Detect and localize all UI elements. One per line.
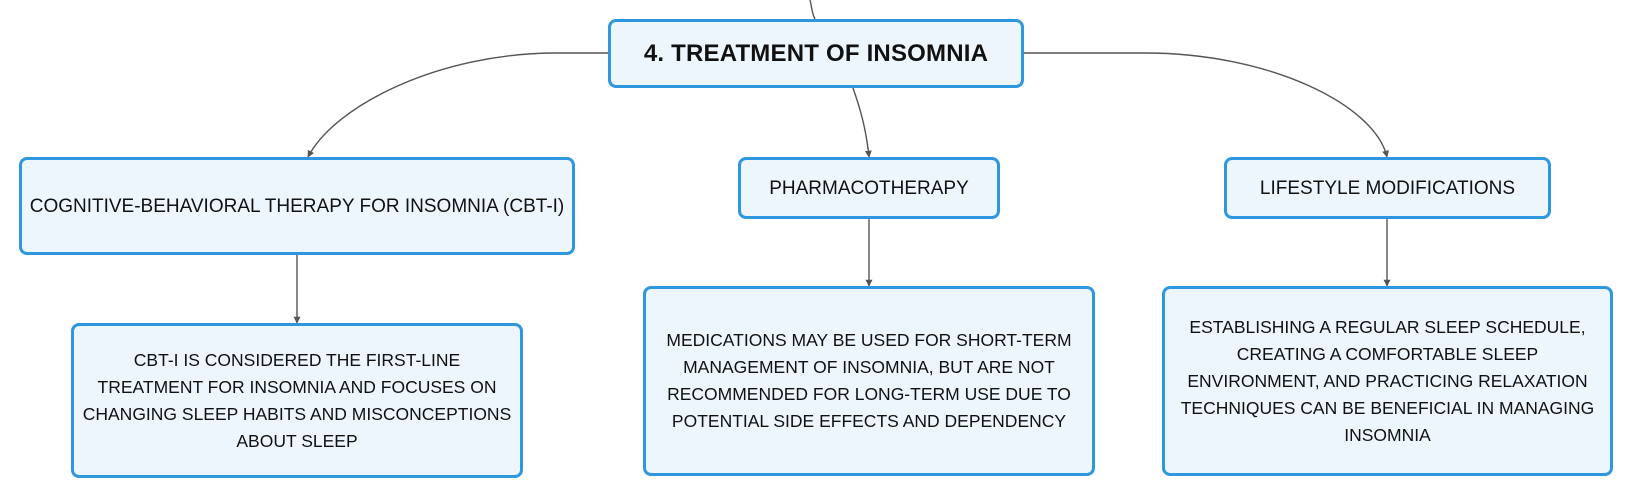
branch-node-label: COGNITIVE-BEHAVIORAL THERAPY FOR INSOMNIA (CBT-I) [29, 195, 565, 217]
detail-node-pharmacotherapy[interactable] [643, 286, 1095, 476]
branch-node-cbt-i[interactable] [19, 157, 575, 255]
detail-node-cbt-i[interactable] [71, 323, 523, 478]
branch-node-lifestyle-modifications[interactable] [1224, 157, 1551, 219]
connector-parent-to-root [810, 0, 815, 19]
detail-node-text: MEDICATIONS MAY BE USED FOR SHORT-TERM MANAGEMENT OF INSOMNIA, BUT ARE NOT RECOMMENDED FOR LONG-TERM USE DUE TO POTENTIAL SIDE EFFECTS AND DEPENDENCY [666, 330, 1072, 431]
connector-root-to-cbt [308, 53, 608, 157]
detail-node-text: ESTABLISHING A REGULAR SLEEP SCHEDULE, CREATING A COMFORTABLE SLEEP ENVIRONMENT, AND PRACTICING RELAXATION TECHNIQUES CAN BE BENEFICIAL IN MANAGING INSOMNIA [1180, 316, 1595, 445]
branch-node-label: PHARMACOTHERAPY [769, 177, 969, 199]
connector-root-to-pharmacotherapy [853, 88, 869, 157]
detail-node-lifestyle-modifications[interactable] [1162, 286, 1613, 476]
detail-node-text: CBT-I IS CONSIDERED THE FIRST-LINE TREATMENT FOR INSOMNIA AND FOCUSES ON CHANGING SLEEP HABITS AND MISCONCEPTIONS ABOUT SLEEP [82, 349, 512, 451]
connector-root-to-lifestyle [1024, 53, 1387, 157]
branch-node-pharmacotherapy[interactable] [738, 157, 1000, 219]
root-node[interactable] [608, 19, 1024, 88]
root-node-label: 4. TREATMENT OF INSOMNIA [643, 39, 989, 67]
branch-node-label: LIFESTYLE MODIFICATIONS [1259, 177, 1516, 199]
